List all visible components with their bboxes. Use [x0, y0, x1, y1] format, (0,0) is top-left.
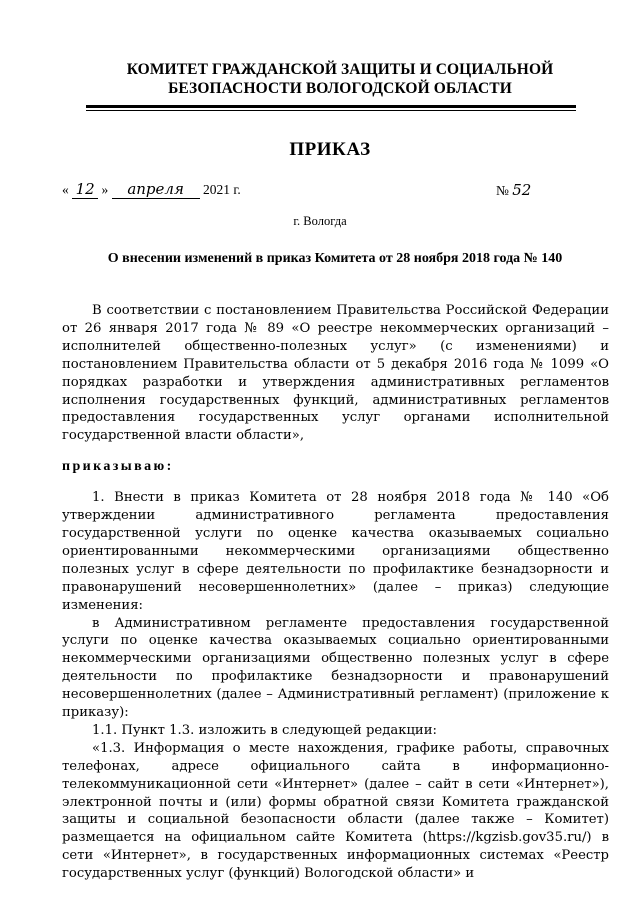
- document-body: [62, 302, 609, 883]
- item-1-paragraph: 1. Внести в приказ Комитета от 28 ноября 2018 года № 140 «Об утверждении административного регламента предоставления государственной услуги по оценке качества оказываемых социально ориентированными некоммерческими организациями общественно полезных услуг в сфере деятельности по профилактике безнадзорности и правонарушений несовершеннолетних» (далее – приказ) следующие изменения:: [62, 490, 609, 613]
- header-rule-thick: [86, 105, 576, 108]
- document-title: ПРИКАЗ: [289, 139, 371, 160]
- date-close-quote: »: [101, 182, 109, 197]
- organization-name-line1: КОМИТЕТ ГРАЖДАНСКОЙ ЗАЩИТЫ И СОЦИАЛЬНОЙ: [126, 61, 554, 78]
- date-day: [72, 181, 98, 199]
- date-month: [112, 181, 200, 199]
- date-year: 2021 г.: [203, 182, 241, 197]
- city: г. Вологда: [293, 214, 347, 228]
- item-1-1-paragraph: 1.1. Пункт 1.3. изложить в следующей редакции:: [92, 722, 437, 738]
- order-date: [62, 181, 241, 199]
- order-subject: О внесении изменений в приказ Комитета от 28 ноября 2018 года № 140: [107, 251, 563, 266]
- order-number: [496, 181, 531, 199]
- item-1-sub-paragraph: в Административном регламенте предоставления государственной услуги по оценке качества оказываемых социально ориентированными некоммерческими организациями общественно полезных услуг в сфере деятельности по профилактике безнадзорности и правонарушений несовершеннолетних (далее – Административный регламент) (приложение к приказу):: [62, 615, 609, 721]
- preamble-paragraph: В соответствии с постановлением Правительства Российской Федерации от 26 января 2017 года № 89 «О реестре некоммерческих организаций – исполнителей общественно-полезных услуг» (с изменениями) и постановлением Правительства области от 5 декабря 2016 года № 1099 «О порядках разработки и утверждения административных регламентов исполнения государственных функций, административных регламентов предоставления государственных услуг органами исполнительной государственной власти области»,: [62, 303, 609, 444]
- date-open-quote: «: [62, 182, 69, 197]
- number-label: №: [496, 183, 509, 198]
- order-word: приказываю:: [62, 459, 174, 475]
- organization-name-line2: БЕЗОПАСНОСТИ ВОЛОГОДСКОЙ ОБЛАСТИ: [168, 80, 512, 97]
- date-month-handwritten: апреля: [127, 180, 184, 198]
- quote-1-3-paragraph: «1.3. Информация о месте нахождения, графике работы, справочных телефонах, адресе официального сайта в информационно-телекоммуникационной сети «Интернет» (далее – сайт в сети «Интернет»), электронной почты и (или) формы обратной связи Комитета гражданской защиты и социальной безопасности области (далее также – Комитет) размещается на официальном сайте Комитета (https://kgzisb.gov35.ru/) в сети «Интернет», в государственных информационных системах «Реестр государственных услуг (функций) Вологодской области» и: [62, 740, 609, 882]
- organization-name: [90, 60, 590, 98]
- date-day-handwritten: 12: [75, 180, 95, 198]
- number-value-handwritten: 52: [512, 181, 532, 199]
- header-rule-thin: [86, 110, 576, 111]
